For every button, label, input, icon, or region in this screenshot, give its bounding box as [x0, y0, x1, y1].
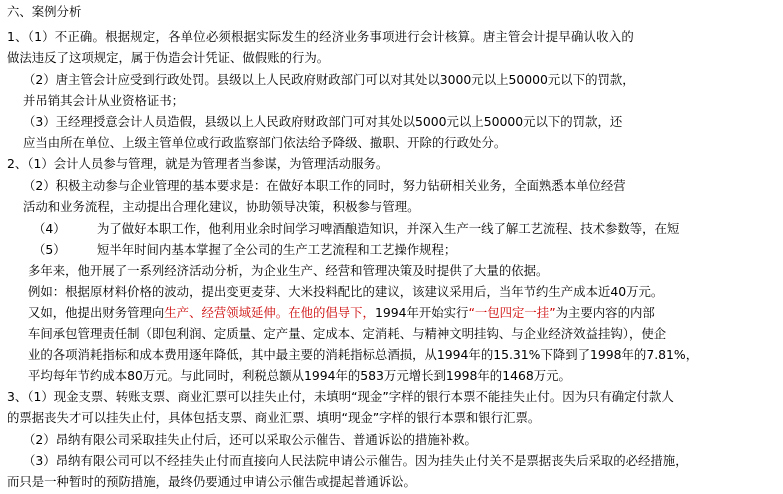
q2-line-5-text: 短半年时间内基本掌握了全公司的生产工艺流程和工艺操作规程； [97, 242, 457, 257]
q3-line-2: 的票据丧失才可以挂失止付，具体包括支票、商业汇票、填明“现金”字样的银行本票和银行汇票。 [7, 410, 541, 425]
section-title: 六、案例分析 [7, 4, 82, 19]
q1-line-3: （2）唐主管会计应受到行政处罚。县级以上人民政府财政部门可以对其处以3000元以上50000元以下的罚款， [23, 72, 635, 87]
q2-line-8-highlight-1: 生产、经营领域延伸。在他的倡导下， [164, 305, 375, 320]
q2-line-2: （2）积极主动参与企业管理的基本要求是：在做好本职工作的同时，努力钻研相关业务，全面熟悉本单位经营 [23, 178, 626, 193]
q2-line-8-part-a: 又如，他提出财务管理向 [28, 305, 165, 320]
q3-line-1: 3、（1）现金支票、转账支票、商业汇票可以挂失止付，未填明“现金”字样的银行本票不能挂失止付。因为只有确定付款人 [7, 389, 674, 404]
q3-line-3: （2）昂纳有限公司采取挂失止付后，还可以采取公示催告、普通诉讼的措施补救。 [23, 432, 477, 447]
q2-line-3: 活动和业务流程，主动提出合理化建议，协助领导决策，积极参与管理。 [23, 199, 420, 214]
q2-line-9: 车间承包管理责任制（即包利润、定质量、定产量、定成本、定消耗、与精神文明挂钩、与企业经济效益挂钩），使企 [28, 326, 667, 341]
q1-line-5: （3）王经理授意会计人员造假，县级以上人民政府财政部门可对其处以5000元以上50000元以下的罚款，还 [23, 114, 623, 129]
q2-line-8-part-c: 1994年开始实行 [374, 305, 469, 320]
q1-line-6: 应当由所在单位、上级主管单位或行政监察部门依法给予降级、撤职、开除的行政处分。 [23, 135, 507, 150]
q2-line-6: 多年来，他开展了一系列经济活动分析，为企业生产、经营和管理决策及时提供了大量的依据。 [28, 263, 549, 278]
q2-line-10: 业的各项消耗指标和成本费用逐年降低，其中最主要的消耗指标总酒损，从1994年的15.31%下降到了1998年的7.81%， [28, 347, 699, 362]
q1-line-1: 1、（1）不正确。根据规定，各单位必须根据实际发生的经济业务事项进行会计核算。唐主管会计提早确认收入的 [7, 29, 634, 44]
q3-line-4: （3）昂纳有限公司可以不经挂失止付而直接向人民法院申请公示催告。因为挂失止付关不是票据丧失后采取的必经措施， [23, 453, 688, 468]
q2-line-8 [28, 304, 655, 322]
q1-line-2: 做法违反了这项规定，属于伪造会计凭证、做假账的行为。 [7, 50, 330, 65]
q2-line-7: 例如：根据原材料价格的波动，提出变更麦芽、大米投料配比的建议，该建议采用后，当年节约生产成本近40万元。 [28, 284, 664, 299]
q2-line-5-number: （5） [33, 242, 66, 257]
q3-line-5: 而只是一种暂时的预防措施，最终仍要通过申请公示催告或提起普通诉讼。 [7, 474, 416, 489]
q2-line-11: 平均每年节约成本80万元。与此同时，利税总额从1994年的583万元增长到1998年的1468万元。 [28, 368, 571, 383]
q2-line-8-part-e: 为主要内容的内部 [555, 305, 655, 320]
q2-line-4-text: 为了做好本职工作，他利用业余时间学习啤酒酿造知识，并深入生产一线了解工艺流程、技术参数等，在短 [97, 221, 680, 236]
q2-line-4-number: （4） [33, 221, 66, 236]
q2-line-1: 2、（1）会计人员参与管理，就是为管理者当参谋，为管理活动服务。 [7, 156, 389, 171]
q1-line-4: 并吊销其会计从业资格证书； [23, 93, 185, 108]
q2-line-8-highlight-2: “一包四定一挂” [468, 305, 556, 320]
